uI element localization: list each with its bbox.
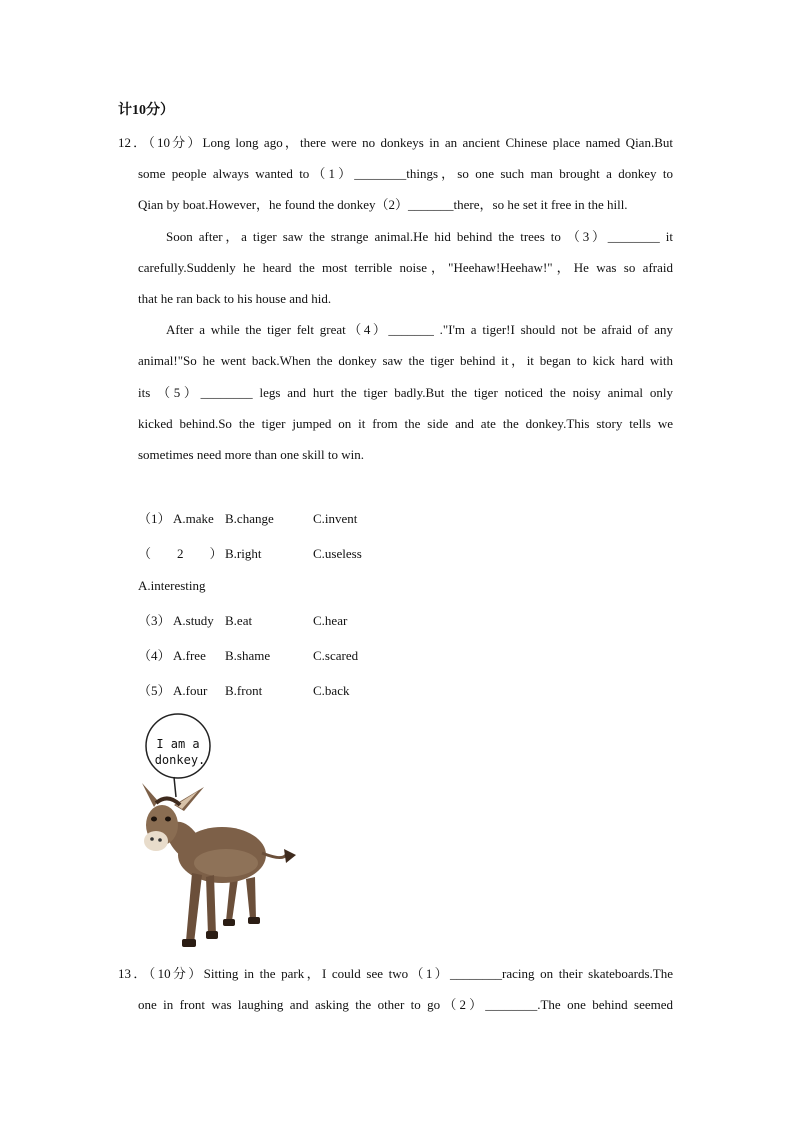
passage-line: Qian by boat.However，he found the donkey（2）_______there，so he set it free in the hill. <box>138 197 628 212</box>
option-number: （3） <box>138 613 171 628</box>
passage-line: 12．（10分）Long long ago，there were no donkeys in an ancient Chinese place named Qian.But <box>118 135 673 150</box>
passage-line: some people always wanted to（1）________things，so one such man brought a donkey to <box>138 166 673 181</box>
bubble-text-1: I am a <box>156 737 200 751</box>
passage-line: carefully.Suddenly he heard the most terrible noise，"Heehaw!Heehaw!"，He was so afraid <box>138 260 673 275</box>
speech-bubble <box>146 714 210 797</box>
option-a: A.study <box>173 613 214 628</box>
passage-line: kicked behind.So the tiger jumped on it from the side and ate the donkey.This story tells we <box>138 416 673 431</box>
passage-line: sometimes need more than one skill to win. <box>138 447 365 462</box>
option-number: （5） <box>138 683 171 698</box>
option-a: A.make <box>173 511 214 526</box>
option-number: （4） <box>138 648 171 663</box>
option-c: C.scared <box>313 648 359 663</box>
option-b: B.eat <box>225 613 253 628</box>
passage-line: After a while the tiger felt great（4）_______ ."I'm a tiger!I should not be afraid of any <box>166 322 673 337</box>
option-a: A.free <box>173 648 206 663</box>
option-b: B.front <box>225 683 263 698</box>
option-b: B.change <box>225 511 274 526</box>
option-a: A.four <box>173 683 208 698</box>
option-c: C.hear <box>313 613 348 628</box>
option-c: C.back <box>313 683 350 698</box>
donkey-illustration <box>134 713 302 953</box>
option-b: B.shame <box>225 648 271 663</box>
bubble-text-2: donkey. <box>154 753 206 767</box>
option-c: C.invent <box>313 511 358 526</box>
donkey-icon <box>142 783 296 947</box>
passage-line: its （5）________ legs and hurt the tiger badly.But the tiger noticed the noisy animal only <box>138 385 673 400</box>
option-number: （ 2 ） <box>138 546 223 561</box>
passage-line: Soon after，a tiger saw the strange animal.He hid behind the trees to （3）________ it <box>166 229 673 244</box>
option-c: C.useless <box>313 546 362 561</box>
option-number: （1） <box>138 511 171 526</box>
option-a: A.interesting <box>138 578 206 593</box>
option-b: B.right <box>225 546 262 561</box>
passage-line: that he ran back to his house and hid. <box>138 291 332 306</box>
passage-line: 13．（10分）Sitting in the park，I could see two（1）________racing on their skateboards.The <box>118 966 673 981</box>
passage-line: animal!"So he went back.When the donkey saw the tiger behind it，it began to kick hard with <box>138 353 673 368</box>
section-heading: 计10分） <box>118 103 174 118</box>
passage-line: one in front was laughing and asking the other to go（2）________.The one behind seemed <box>138 997 673 1012</box>
